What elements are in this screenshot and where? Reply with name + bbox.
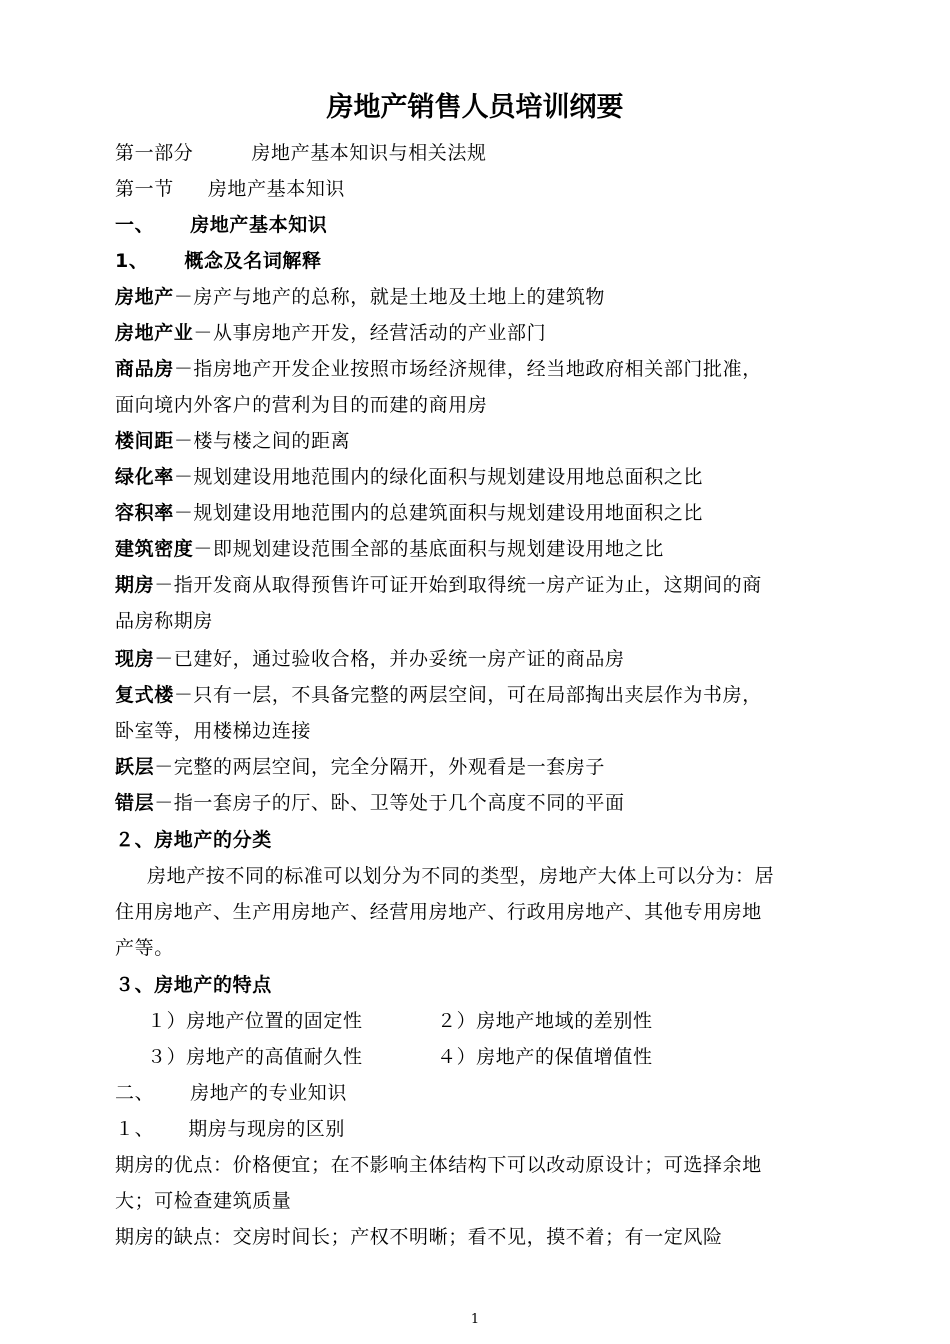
term-name: 商品房 [115,358,174,380]
term-definition: －已建好，通过验收合格，并办妥统一房产证的商品房 [154,648,625,670]
term-name: 复式楼 [115,684,174,706]
term-row [115,459,865,495]
heading-one [115,207,865,243]
term-name: 房地产业 [115,322,194,344]
document-title: 房地产销售人员培训纲要 [326,92,624,123]
term-name: 容积率 [115,502,174,524]
term-row [115,749,865,785]
paragraph-line: 住用房地产、生产用房地产、经营用房地产、行政用房地产、其他专用房地 [115,901,762,923]
heading-two-label: 二、 [115,1082,155,1104]
term-definition: －指开发商从取得预售许可证开始到取得统一房产证为止，这期间的商 [154,574,762,596]
feature-item: ３）房地产的高值耐久性 [147,1046,363,1068]
term-row [115,567,865,603]
section-heading [115,171,865,207]
subheading-one-label: 1、 [115,250,149,272]
page-number: 1 [470,1312,480,1327]
feature-row [115,1039,865,1075]
term-name: 房地产 [115,286,174,308]
term-row [115,677,865,713]
term-row [115,641,865,677]
subheading-two: ２、房地产的分类 [115,829,272,851]
term-definition-continued: 面向境内外客户的营利为目的而建的商用房 [115,394,488,416]
paragraph-line: 期房的优点：价格便宜；在不影响主体结构下可以改动原设计；可选择余地 [115,1154,762,1176]
term-definition: －只有一层，不具备完整的两层空间，可在局部掏出夹层作为书房， [173,684,762,706]
term-definition: －指一套房子的厅、卧、卫等处于几个高度不同的平面 [154,792,625,814]
term-name: 跃层 [115,756,155,778]
term-definition: －即规划建设范围全部的基底面积与规划建设用地之比 [193,538,664,560]
heading-two-text: 房地产的专业知识 [190,1082,348,1104]
term-row [115,423,865,459]
subheading-one [115,243,865,279]
heading-one-text: 房地产基本知识 [190,214,328,236]
subheading-four-label: １、 [115,1118,155,1140]
section-label: 第一节 [115,178,174,200]
subheading-four [115,1111,865,1147]
term-name: 绿化率 [115,466,174,488]
feature-row [115,1003,865,1039]
heading-two [115,1075,865,1111]
part-heading [115,135,865,171]
term-definition: －楼与楼之间的距离 [173,430,351,452]
term-row [115,495,865,531]
term-definition: －指房地产开发企业按照市场经济规律，经当地政府相关部门批准， [173,358,762,380]
subheading-one-text: 概念及名词解释 [184,250,322,272]
term-name: 现房 [115,648,155,670]
term-row [115,531,865,567]
heading-one-label: 一、 [115,214,155,236]
section-text: 房地产基本知识 [207,178,346,200]
term-row [115,351,865,387]
part-text: 房地产基本知识与相关法规 [251,142,487,164]
feature-item: ４）房地产的保值增值性 [437,1046,653,1068]
term-definition-continued: 品房称期房 [115,610,214,632]
term-definition: －规划建设用地范围内的总建筑面积与规划建设用地面积之比 [173,502,704,524]
term-row [115,785,865,821]
subheading-three: ３、房地产的特点 [115,974,272,996]
paragraph-line: 大；可检查建筑质量 [115,1190,292,1212]
paragraph-line: 房地产按不同的标准可以划分为不同的类型，房地产大体上可以分为：居 [147,865,775,887]
term-row [115,279,865,315]
paragraph-line: 期房的缺点：交房时间长；产权不明晰；看不见，摸不着；有一定风险 [115,1226,723,1248]
term-definition: －房产与地产的总称，就是土地及土地上的建筑物 [173,286,606,308]
term-name: 期房 [115,574,155,596]
part-label: 第一部分 [115,142,194,164]
term-row [115,315,865,351]
term-name: 建筑密度 [115,538,194,560]
term-definition: －完整的两层空间，完全分隔开，外观看是一套房子 [154,756,606,778]
term-name: 楼间距 [115,430,174,452]
term-definition-continued: 卧室等，用楼梯边连接 [115,720,312,742]
subheading-four-text: 期房与现房的区别 [188,1118,346,1140]
feature-item: １）房地产位置的固定性 [147,1010,363,1032]
feature-item: ２）房地产地域的差别性 [437,1010,653,1032]
term-name: 错层 [115,792,155,814]
term-definition: －规划建设用地范围内的绿化面积与规划建设用地总面积之比 [173,466,704,488]
paragraph-line: 产等。 [115,937,174,959]
term-definition: －从事房地产开发，经营活动的产业部门 [193,322,547,344]
